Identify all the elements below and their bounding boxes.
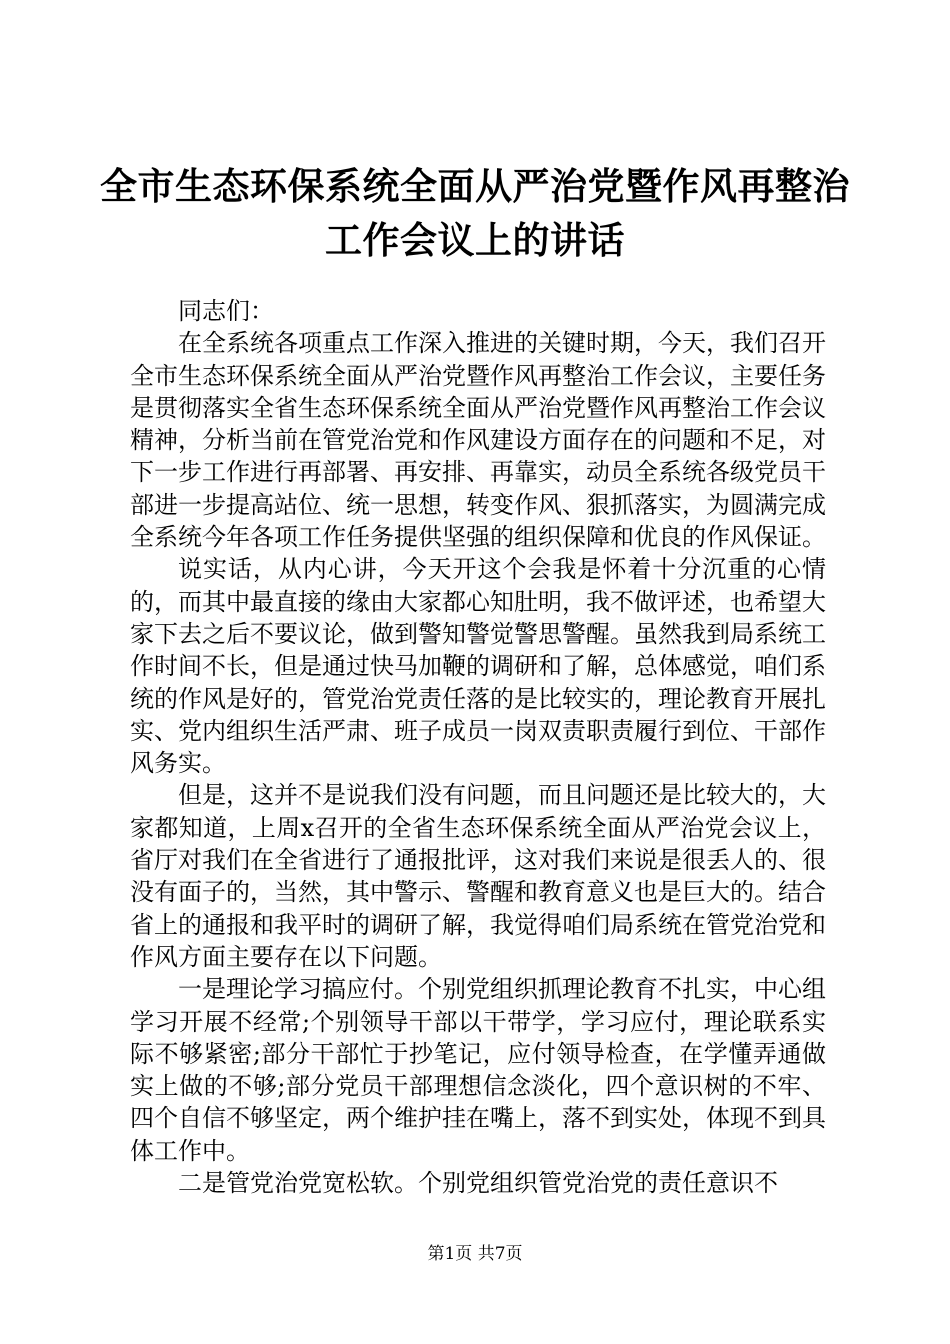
title-line-2: 工作会议上的讲话 — [325, 219, 625, 262]
document-title — [100, 160, 850, 268]
paragraph: 二是管党治党宽松软。个别党组织管党治党的责任意识不 — [178, 1169, 778, 1198]
paragraph: 一是理论学习搞应付。个别党组织抓理论教育不扎实，中心组学习开展不经常;个别领导干部以干带学，学习应付，理论联系实际不够紧密;部分干部忙于抄笔记，应付领导检查，在学懂弄通做实上做的不够;部分党员干部理想信念淡化，四个意识树的不牢、四个自信不够坚定，两个维护挂在嘴上，落不到实处，体现不到具体工作中。 — [130, 975, 826, 1165]
page-footer: 第1页 共7页 — [427, 1244, 523, 1264]
title-line-1: 全市生态环保系统全面从严治党暨作风再整治 — [100, 165, 850, 208]
paragraph: 说实话，从内心讲，今天开这个会我是怀着十分沉重的心情的，而其中最直接的缘由大家都心知肚明，我不做评述，也希望大家下去之后不要议论，做到警知警觉警思警醒。虽然我到局系统工作时间不长，但是通过快马加鞭的调研和了解，总体感觉，咱们系统的作风是好的，管党治党责任落的是比较实的，理论教育开展扎实、党内组织生活严肃、班子成员一岗双责职责履行到位、干部作风务实。 — [130, 555, 826, 778]
salutation: 同志们： — [178, 297, 274, 325]
paragraph: 在全系统各项重点工作深入推进的关键时期，今天，我们召开全市生态环保系统全面从严治党暨作风再整治工作会议，主要任务是贯彻落实全省生态环保系统全面从严治党暨作风再整治工作会议精神，分析当前在管党治党和作风建设方面存在的问题和不足，对下一步工作进行再部署、再安排、再靠实，动员全系统各级党员干部进一步提高站位、统一思想，转变作风、狠抓落实，为圆满完成全系统今年各项工作任务提供坚强的组织保障和优良的作风保证。 — [130, 329, 826, 552]
paragraph: 但是，这并不是说我们没有问题，而且问题还是比较大的，大家都知道，上周x召开的全省生态环保系统全面从严治党会议上，省厅对我们在全省进行了通报批评，这对我们来说是很丢人的、很没有面子的，当然，其中警示、警醒和教育意义也是巨大的。结合省上的通报和我平时的调研了解，我觉得咱们局系统在管党治党和作风方面主要存在以下问题。 — [130, 781, 826, 971]
document-body — [130, 295, 826, 1199]
